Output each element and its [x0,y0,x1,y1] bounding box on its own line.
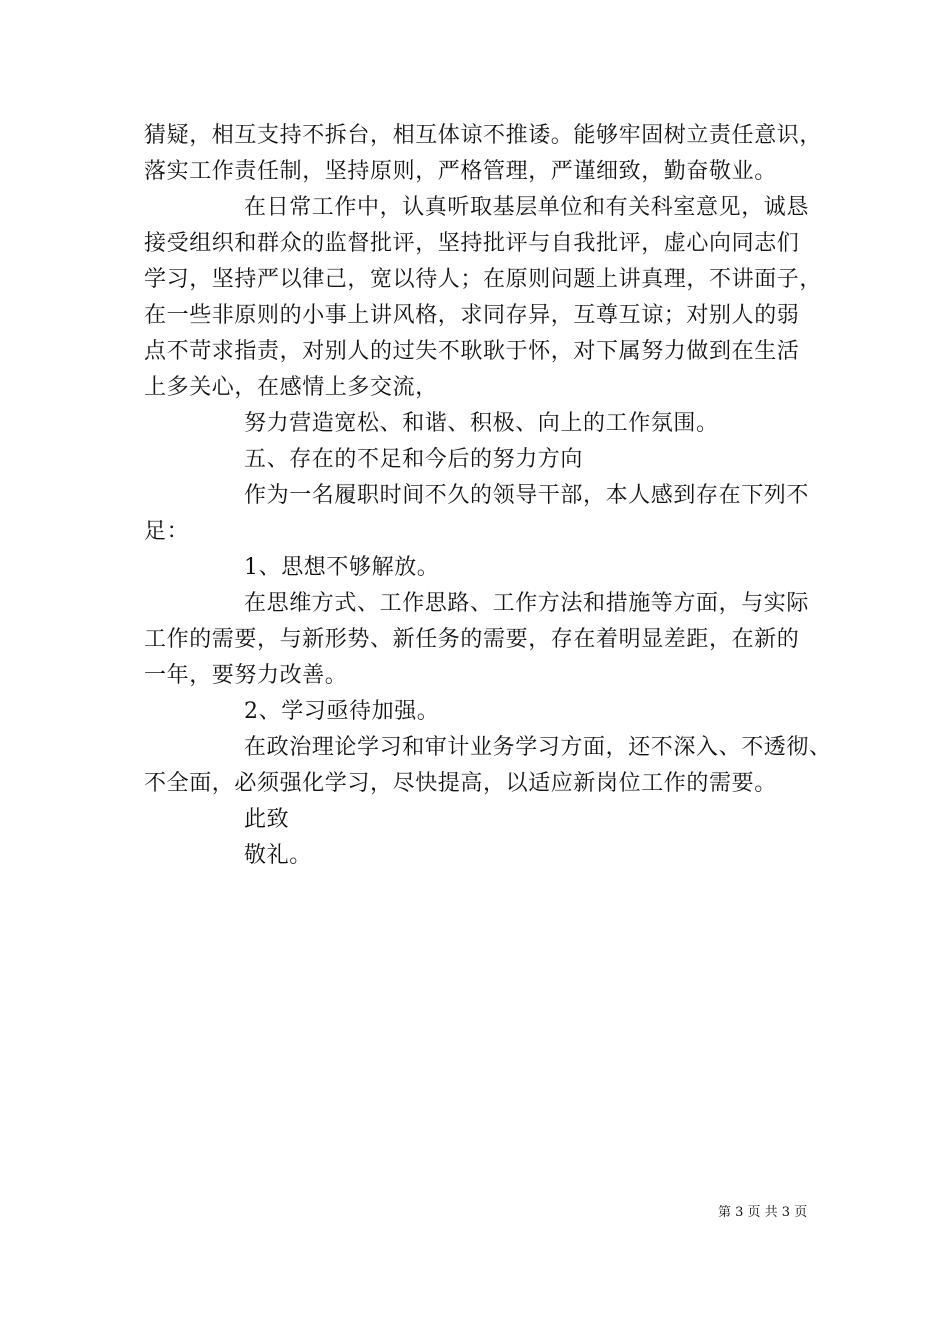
body-line: 工作的需要，与新形势、新任务的需要，存在着明显差距，在新的 [144,627,800,652]
body-line: 落实工作责任制，坚持原则，严格管理，严谨细致，勤奋敬业。 [144,159,777,184]
body-line: 在一些非原则的小事上讲风格，求同存异，互尊互谅；对别人的弱 [144,303,800,328]
body-line: 学习，坚持严以律己，宽以待人；在原则问题上讲真理，不讲面子， [144,267,823,292]
document-body [144,118,834,874]
page-number-footer: 第 3 页 共 3 页 [718,1205,808,1220]
closing-regards: 敬礼。 [244,843,312,868]
section-heading: 五、存在的不足和今后的努力方向 [244,447,584,472]
paragraph-start-line: 努力营造宽松、和谐、积极、向上的工作氛围。 [244,411,719,436]
paragraph-start-line: 作为一名履职时间不久的领导干部，本人感到存在下列不 [244,483,810,508]
subheading: 2、学习亟待加强。 [244,699,440,724]
paragraph-start-line: 在政治理论学习和审计业务学习方面，还不深入、不透彻、 [244,735,832,760]
body-line: 猜疑，相互支持不拆台，相互体谅不推诿。能够牢固树立责任意识， [144,123,823,148]
body-line: 上多关心，在感情上多交流， [144,375,438,400]
body-line: 点不苛求指责，对别人的过失不耿耿于怀，对下属努力做到在生活 [144,339,800,364]
closing-salutation: 此致 [244,807,290,832]
subheading: 1、思想不够解放。 [244,555,440,580]
body-line: 接受组织和群众的监督批评，坚持批评与自我批评，虚心向同志们 [144,231,800,256]
paragraph-start-line: 在思维方式、工作思路、工作方法和措施等方面，与实际 [244,591,810,616]
body-line: 一年，要努力改善。 [144,663,348,688]
body-line: 不全面，必须强化学习，尽快提高，以适应新岗位工作的需要。 [144,771,777,796]
body-line: 足： [144,519,190,544]
paragraph-start-line: 在日常工作中，认真听取基层单位和有关科室意见，诚恳 [244,195,810,220]
